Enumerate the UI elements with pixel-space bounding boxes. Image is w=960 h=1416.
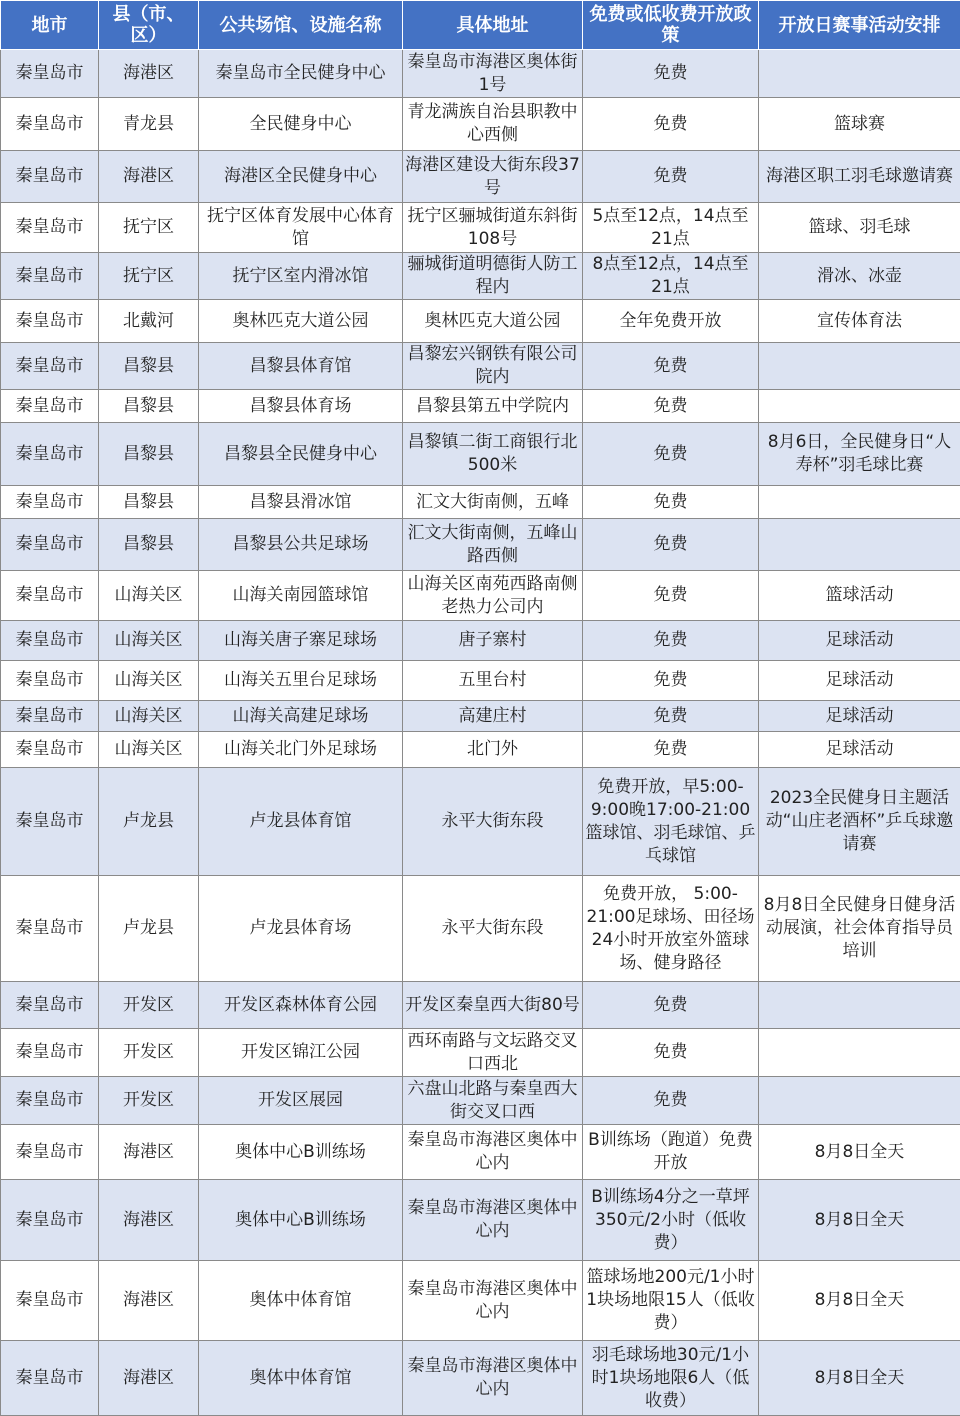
cell-venue-name: 奥体中体育馆 bbox=[199, 1341, 403, 1416]
cell-county: 青龙县 bbox=[99, 98, 199, 151]
cell-venue-name: 山海关唐子寨足球场 bbox=[199, 621, 403, 661]
cell-city: 秦皇岛市 bbox=[1, 982, 99, 1029]
cell-city: 秦皇岛市 bbox=[1, 1125, 99, 1180]
cell-policy: 免费开放，早5:00-9:00晚17:00-21:00篮球馆、羽毛球馆、乒乓球馆 bbox=[583, 768, 759, 876]
cell-address: 秦皇岛市海港区奥体中心内 bbox=[403, 1125, 583, 1180]
cell-venue-name: 卢龙县体育馆 bbox=[199, 768, 403, 876]
cell-events: 8月8日全天 bbox=[759, 1341, 960, 1416]
table-row bbox=[1, 343, 960, 390]
cell-policy: 免费 bbox=[583, 486, 759, 519]
cell-venue-name: 全民健身中心 bbox=[199, 98, 403, 151]
cell-county: 北戴河 bbox=[99, 300, 199, 343]
cell-venue-name: 秦皇岛市全民健身中心 bbox=[199, 50, 403, 98]
cell-address: 永平大街东段 bbox=[403, 876, 583, 982]
cell-county: 抚宁区 bbox=[99, 203, 199, 253]
cell-events: 滑冰、冰壶 bbox=[759, 253, 960, 300]
cell-venue-name: 山海关五里台足球场 bbox=[199, 661, 403, 701]
cell-county: 山海关区 bbox=[99, 571, 199, 621]
cell-venue-name: 昌黎县滑冰馆 bbox=[199, 486, 403, 519]
cell-policy: 8点至12点，14点至21点 bbox=[583, 253, 759, 300]
cell-venue-name: 山海关高建足球场 bbox=[199, 701, 403, 732]
cell-county: 海港区 bbox=[99, 50, 199, 98]
cell-city: 秦皇岛市 bbox=[1, 423, 99, 486]
cell-policy: 免费 bbox=[583, 982, 759, 1029]
cell-city: 秦皇岛市 bbox=[1, 661, 99, 701]
cell-policy: 篮球场地200元/1小时1块场地限15人（低收费） bbox=[583, 1261, 759, 1341]
cell-venue-name: 开发区锦江公园 bbox=[199, 1029, 403, 1077]
cell-address: 开发区秦皇西大街80号 bbox=[403, 982, 583, 1029]
cell-address: 北门外 bbox=[403, 732, 583, 768]
table-row bbox=[1, 701, 960, 732]
cell-address: 秦皇岛市海港区奥体中心内 bbox=[403, 1341, 583, 1416]
cell-events bbox=[759, 50, 960, 98]
cell-address: 永平大街东段 bbox=[403, 768, 583, 876]
table-header-row bbox=[1, 1, 960, 50]
table-row bbox=[1, 661, 960, 701]
cell-county: 开发区 bbox=[99, 1029, 199, 1077]
cell-events: 海港区职工羽毛球邀请赛 bbox=[759, 151, 960, 203]
cell-events: 8月8日全民健身日健身活动展演，社会体育指导员培训 bbox=[759, 876, 960, 982]
cell-events: 足球活动 bbox=[759, 661, 960, 701]
cell-city: 秦皇岛市 bbox=[1, 1261, 99, 1341]
table-row bbox=[1, 621, 960, 661]
table-row bbox=[1, 1261, 960, 1341]
cell-city: 秦皇岛市 bbox=[1, 151, 99, 203]
cell-county: 开发区 bbox=[99, 1077, 199, 1125]
table-row bbox=[1, 50, 960, 98]
cell-events: 足球活动 bbox=[759, 621, 960, 661]
cell-policy: 免费 bbox=[583, 343, 759, 390]
cell-venue-name: 昌黎县体育馆 bbox=[199, 343, 403, 390]
cell-county: 卢龙县 bbox=[99, 768, 199, 876]
cell-venue-name: 奥体中心B训练场 bbox=[199, 1125, 403, 1180]
cell-venue-name: 山海关南园篮球馆 bbox=[199, 571, 403, 621]
table-row bbox=[1, 1180, 960, 1261]
cell-venue-name: 昌黎县全民健身中心 bbox=[199, 423, 403, 486]
cell-address: 西环南路与文坛路交叉口西北 bbox=[403, 1029, 583, 1077]
cell-city: 秦皇岛市 bbox=[1, 50, 99, 98]
cell-venue-name: 开发区森林体育公园 bbox=[199, 982, 403, 1029]
cell-events: 足球活动 bbox=[759, 701, 960, 732]
cell-events: 篮球赛 bbox=[759, 98, 960, 151]
cell-county: 昌黎县 bbox=[99, 486, 199, 519]
table-row bbox=[1, 151, 960, 203]
table-row bbox=[1, 519, 960, 571]
cell-venue-name: 山海关北门外足球场 bbox=[199, 732, 403, 768]
cell-policy: 免费 bbox=[583, 1029, 759, 1077]
cell-county: 昌黎县 bbox=[99, 390, 199, 423]
cell-city: 秦皇岛市 bbox=[1, 203, 99, 253]
cell-events bbox=[759, 390, 960, 423]
table-row bbox=[1, 1029, 960, 1077]
header-venue-name: 公共场馆、设施名称 bbox=[199, 1, 403, 50]
cell-address: 唐子寨村 bbox=[403, 621, 583, 661]
cell-policy: 5点至12点，14点至21点 bbox=[583, 203, 759, 253]
cell-city: 秦皇岛市 bbox=[1, 1341, 99, 1416]
cell-policy: 免费 bbox=[583, 1077, 759, 1125]
cell-events: 2023全民健身日主题活动“山庄老酒杯”乒乓球邀请赛 bbox=[759, 768, 960, 876]
cell-county: 海港区 bbox=[99, 1261, 199, 1341]
cell-city: 秦皇岛市 bbox=[1, 1029, 99, 1077]
cell-county: 开发区 bbox=[99, 982, 199, 1029]
cell-venue-name: 抚宁区室内滑冰馆 bbox=[199, 253, 403, 300]
cell-city: 秦皇岛市 bbox=[1, 253, 99, 300]
cell-address: 高建庄村 bbox=[403, 701, 583, 732]
table-row bbox=[1, 1341, 960, 1416]
cell-events: 篮球、羽毛球 bbox=[759, 203, 960, 253]
cell-county: 昌黎县 bbox=[99, 519, 199, 571]
cell-address: 秦皇岛市海港区奥体街1号 bbox=[403, 50, 583, 98]
cell-policy: 免费 bbox=[583, 98, 759, 151]
cell-county: 卢龙县 bbox=[99, 876, 199, 982]
header-address: 具体地址 bbox=[403, 1, 583, 50]
table-row bbox=[1, 390, 960, 423]
cell-events bbox=[759, 982, 960, 1029]
cell-address: 奥林匹克大道公园 bbox=[403, 300, 583, 343]
table-row bbox=[1, 486, 960, 519]
cell-policy: B训练场（跑道）免费开放 bbox=[583, 1125, 759, 1180]
cell-events: 8月6日，全民健身日“人寿杯”羽毛球比赛 bbox=[759, 423, 960, 486]
cell-venue-name: 奥林匹克大道公园 bbox=[199, 300, 403, 343]
cell-county: 昌黎县 bbox=[99, 423, 199, 486]
table-row bbox=[1, 300, 960, 343]
cell-policy: 免费 bbox=[583, 519, 759, 571]
cell-address: 昌黎宏兴钢铁有限公司院内 bbox=[403, 343, 583, 390]
cell-address: 山海关区南苑西路南侧老热力公司内 bbox=[403, 571, 583, 621]
cell-county: 海港区 bbox=[99, 1180, 199, 1261]
header-events: 开放日赛事活动安排 bbox=[759, 1, 960, 50]
cell-events: 8月8日全天 bbox=[759, 1261, 960, 1341]
cell-county: 海港区 bbox=[99, 1341, 199, 1416]
cell-address: 青龙满族自治县职教中心西侧 bbox=[403, 98, 583, 151]
table-row bbox=[1, 876, 960, 982]
cell-events bbox=[759, 486, 960, 519]
cell-policy: 免费 bbox=[583, 621, 759, 661]
cell-venue-name: 昌黎县公共足球场 bbox=[199, 519, 403, 571]
table-row bbox=[1, 768, 960, 876]
cell-events bbox=[759, 343, 960, 390]
header-policy: 免费或低收费开放政策 bbox=[583, 1, 759, 50]
cell-county: 昌黎县 bbox=[99, 343, 199, 390]
cell-county: 山海关区 bbox=[99, 661, 199, 701]
cell-policy: 免费 bbox=[583, 571, 759, 621]
cell-venue-name: 奥体中心B训练场 bbox=[199, 1180, 403, 1261]
cell-events: 8月8日全天 bbox=[759, 1180, 960, 1261]
cell-address: 汇文大街南侧，五峰 bbox=[403, 486, 583, 519]
cell-address: 五里台村 bbox=[403, 661, 583, 701]
cell-events bbox=[759, 1077, 960, 1125]
cell-venue-name: 抚宁区体育发展中心体育馆 bbox=[199, 203, 403, 253]
cell-address: 秦皇岛市海港区奥体中心内 bbox=[403, 1261, 583, 1341]
cell-county: 海港区 bbox=[99, 151, 199, 203]
cell-address: 骊城街道明德街人防工程内 bbox=[403, 253, 583, 300]
cell-events bbox=[759, 519, 960, 571]
cell-venue-name: 开发区展园 bbox=[199, 1077, 403, 1125]
cell-events: 篮球活动 bbox=[759, 571, 960, 621]
table-row bbox=[1, 732, 960, 768]
cell-policy: 免费 bbox=[583, 423, 759, 486]
cell-address: 昌黎镇二街工商银行北500米 bbox=[403, 423, 583, 486]
cell-policy: 羽毛球场地30元/1小时1块场地限6人（低收费） bbox=[583, 1341, 759, 1416]
cell-city: 秦皇岛市 bbox=[1, 343, 99, 390]
cell-county: 山海关区 bbox=[99, 732, 199, 768]
cell-county: 抚宁区 bbox=[99, 253, 199, 300]
cell-venue-name: 昌黎县体育场 bbox=[199, 390, 403, 423]
cell-policy: 免费 bbox=[583, 390, 759, 423]
cell-venue-name: 卢龙县体育场 bbox=[199, 876, 403, 982]
cell-city: 秦皇岛市 bbox=[1, 732, 99, 768]
cell-policy: 免费 bbox=[583, 50, 759, 98]
cell-address: 秦皇岛市海港区奥体中心内 bbox=[403, 1180, 583, 1261]
cell-address: 昌黎县第五中学院内 bbox=[403, 390, 583, 423]
cell-county: 海港区 bbox=[99, 1125, 199, 1180]
cell-events: 足球活动 bbox=[759, 732, 960, 768]
cell-policy: 免费 bbox=[583, 701, 759, 732]
cell-venue-name: 海港区全民健身中心 bbox=[199, 151, 403, 203]
cell-venue-name: 奥体中体育馆 bbox=[199, 1261, 403, 1341]
table-row bbox=[1, 571, 960, 621]
cell-city: 秦皇岛市 bbox=[1, 519, 99, 571]
cell-city: 秦皇岛市 bbox=[1, 621, 99, 661]
table-row bbox=[1, 203, 960, 253]
cell-city: 秦皇岛市 bbox=[1, 701, 99, 732]
cell-city: 秦皇岛市 bbox=[1, 98, 99, 151]
header-county: 县（市、区） bbox=[99, 1, 199, 50]
cell-events: 8月8日全天 bbox=[759, 1125, 960, 1180]
table-row bbox=[1, 1125, 960, 1180]
cell-address: 海港区建设大街东段37号 bbox=[403, 151, 583, 203]
cell-city: 秦皇岛市 bbox=[1, 390, 99, 423]
table-row bbox=[1, 1077, 960, 1125]
cell-events bbox=[759, 1029, 960, 1077]
table-row bbox=[1, 98, 960, 151]
table-row bbox=[1, 423, 960, 486]
cell-city: 秦皇岛市 bbox=[1, 1180, 99, 1261]
cell-policy: 免费开放， 5:00-21:00足球场、田径场24小时开放室外篮球场、健身路径 bbox=[583, 876, 759, 982]
table-row bbox=[1, 253, 960, 300]
table-body bbox=[1, 50, 960, 1416]
cell-city: 秦皇岛市 bbox=[1, 486, 99, 519]
cell-policy: 全年免费开放 bbox=[583, 300, 759, 343]
cell-city: 秦皇岛市 bbox=[1, 768, 99, 876]
cell-policy: 免费 bbox=[583, 661, 759, 701]
cell-address: 汇文大街南侧，五峰山路西侧 bbox=[403, 519, 583, 571]
cell-city: 秦皇岛市 bbox=[1, 876, 99, 982]
cell-address: 抚宁区骊城街道东斜街108号 bbox=[403, 203, 583, 253]
cell-policy: 免费 bbox=[583, 732, 759, 768]
cell-county: 山海关区 bbox=[99, 621, 199, 661]
cell-address: 六盘山北路与秦皇西大街交叉口西 bbox=[403, 1077, 583, 1125]
cell-city: 秦皇岛市 bbox=[1, 300, 99, 343]
table-row bbox=[1, 982, 960, 1029]
cell-policy: 免费 bbox=[583, 151, 759, 203]
cell-city: 秦皇岛市 bbox=[1, 571, 99, 621]
cell-city: 秦皇岛市 bbox=[1, 1077, 99, 1125]
cell-policy: B训练场4分之一草坪350元/2小时（低收费） bbox=[583, 1180, 759, 1261]
cell-county: 山海关区 bbox=[99, 701, 199, 732]
cell-events: 宣传体育法 bbox=[759, 300, 960, 343]
header-city: 地市 bbox=[1, 1, 99, 50]
